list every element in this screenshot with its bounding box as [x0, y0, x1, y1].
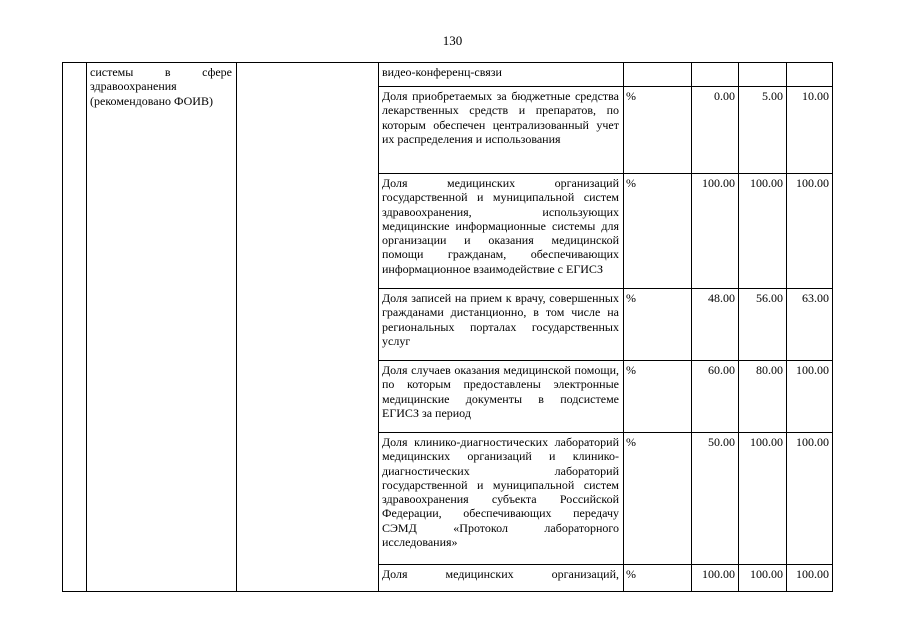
indicator-value-1: 100.00 — [692, 174, 739, 289]
indicator-name: Доля клинико-диагностических лабораторий медицинских организаций и клинико-диагностических лабораторий государственной и муниципальной систем здравоохранения субъекта Российской Федерации, обеспечивающих передачу СЭМД «Протокол лабораторного исследования» — [379, 433, 624, 565]
indicator-value-1: 0.00 — [692, 87, 739, 174]
indicator-value-3: 100.00 — [787, 565, 833, 592]
indicator-value-3: 100.00 — [787, 174, 833, 289]
goal-cell — [87, 63, 237, 592]
indicator-name: Доля случаев оказания медицинской помощи, по которым предоставлены электронные медицинские документы в подсистеме ЕГИСЗ за период — [379, 361, 624, 433]
indicator-unit: % — [624, 87, 692, 174]
indicator-unit: % — [624, 174, 692, 289]
indicator-name: видео-конференц-связи — [379, 63, 624, 87]
indicator-value-1 — [692, 63, 739, 87]
indicator-unit — [624, 63, 692, 87]
indicator-value-2: 56.00 — [739, 289, 787, 361]
indicator-unit: % — [624, 433, 692, 565]
task-cell — [237, 63, 379, 592]
indicator-value-2 — [739, 63, 787, 87]
indicator-value-2: 100.00 — [739, 433, 787, 565]
indicator-value-2: 80.00 — [739, 361, 787, 433]
indicator-value-1: 60.00 — [692, 361, 739, 433]
table-row — [63, 63, 833, 87]
indicator-value-3: 10.00 — [787, 87, 833, 174]
indicator-name: Доля медицинских организаций, — [379, 565, 624, 592]
indicator-value-3 — [787, 63, 833, 87]
indicator-unit: % — [624, 289, 692, 361]
indicator-value-1: 50.00 — [692, 433, 739, 565]
indicator-unit: % — [624, 565, 692, 592]
indicator-value-2: 100.00 — [739, 565, 787, 592]
indicator-value-2: 5.00 — [739, 87, 787, 174]
indicator-value-1: 100.00 — [692, 565, 739, 592]
indicator-value-3: 100.00 — [787, 361, 833, 433]
goal-line-1: системы в сфере — [90, 65, 233, 79]
indicator-value-1: 48.00 — [692, 289, 739, 361]
indicator-table — [62, 62, 833, 592]
goal-line-3: (рекомендовано ФОИВ) — [90, 93, 213, 108]
goal-line-2: здравоохранения — [90, 79, 177, 94]
indicator-value-3: 63.00 — [787, 289, 833, 361]
indicator-name: Доля приобретаемых за бюджетные средства лекарственных средств и препаратов, по которым обеспечен централизованный учет их распределения и использования — [379, 87, 624, 174]
indicator-value-2: 100.00 — [739, 174, 787, 289]
indicator-name: Доля записей на прием к врачу, совершенных гражданами дистанционно, в том числе на региональных порталах государственных услуг — [379, 289, 624, 361]
indicator-name: Доля медицинских организаций государственной и муниципальной систем здравоохранения, использующих медицинские информационные системы для организации и оказания медицинской помощи гражданам, обеспечивающих информационное взаимодействие с ЕГИСЗ — [379, 174, 624, 289]
number-cell — [63, 63, 87, 592]
indicator-unit: % — [624, 361, 692, 433]
indicator-value-3: 100.00 — [787, 433, 833, 565]
page-number: 130 — [442, 33, 463, 48]
